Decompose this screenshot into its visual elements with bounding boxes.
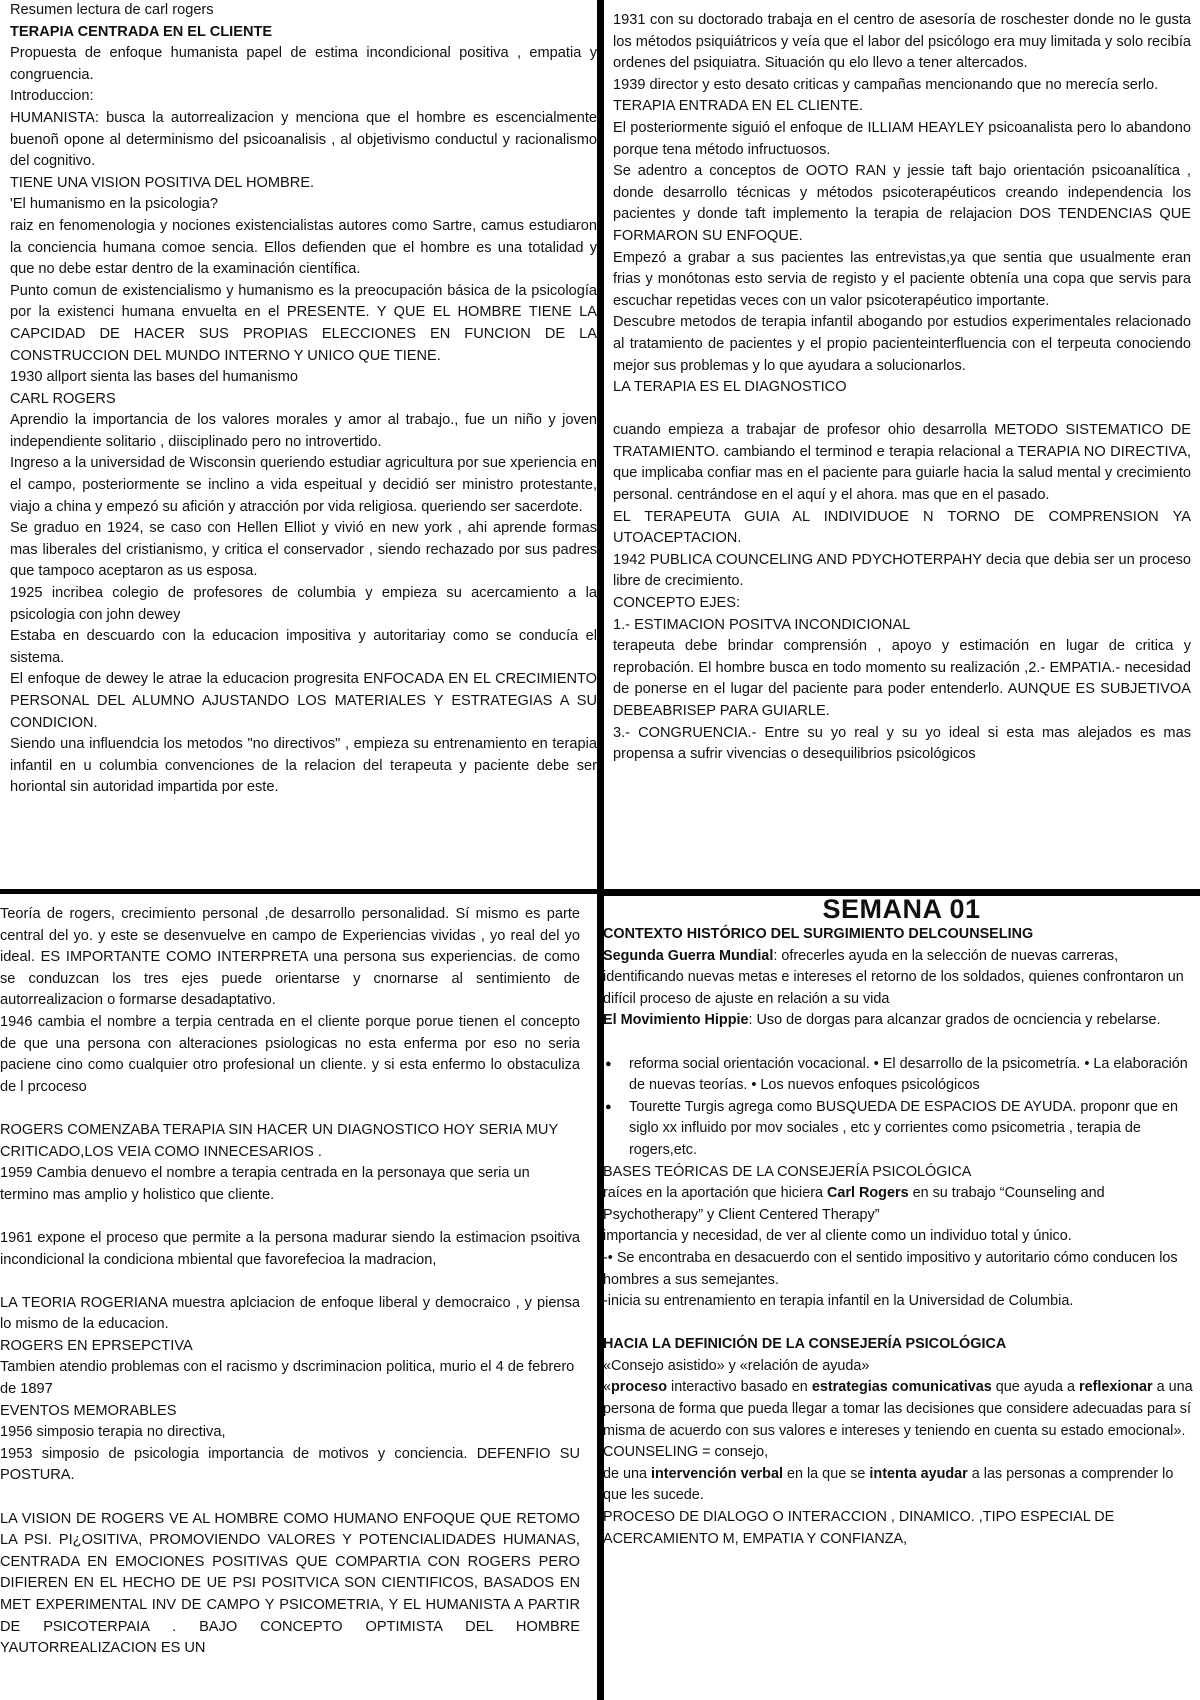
blank-line [603, 1313, 1200, 1335]
blank-line [0, 1098, 580, 1120]
paragraph: 1946 cambia el nombre a terpia centrada en el cliente porque porue tienen el concepto de que una persona con alteraciones psiologicas no esta enferma por eso no seria paciene cino como cualquier otro profesional un cliente. y si esta enfermo lo obstaculiza de l prcoceso [0, 1013, 580, 1095]
paragraph-text: raíces en la aportación que hiciera [603, 1185, 827, 1202]
paragraph-text: de una [603, 1465, 652, 1482]
paragraph: Se adentro a conceptos de OOTO RAN y jessie taft bajo orientación psicoanalítica , donde desarrollo técnicas y métodos psicoterapéuticos creando independencia los pacientes y donde taft implemento la terapia de relajacion DOS TENDENCIAS QUE FORMARON SU ENFOQUE. [613, 163, 1191, 244]
blank-line [0, 1271, 580, 1293]
paragraph: cuando empieza a trabajar de profesor ohio desarrolla METODO SISTEMATICO DE TRATAMIENTO. cambiando el terminod e terapia relacional a TERAPIA NO DIRECTIVA, que implicaba confiar mas en el paciente para guiarle hacia la salud mental y crecimiento personal. centrándose en el aquí y el ahora. mas que en el pasado. [613, 422, 1191, 504]
paragraph: Aprendio la importancia de los valores morales y amor al trabajo., fue un niño y joven independiente solitario , diisciplinado pero no introvertido. [10, 412, 597, 450]
list-item: ● reforma social orientación vocacional. • El desarrollo de la psicometría. • La elaboración de nuevas teorías. • Los nuevos enfoques psicológicos [629, 1054, 1200, 1097]
paragraph: 1959 Cambia denuevo el nombre a terapia centrada en la personaya que seria un termino mas amplio y holistico que cliente. [0, 1165, 530, 1203]
paragraph: CARL ROGERS [10, 390, 116, 407]
paragraph: 3.- CONGRUENCIA.- Entre su yo real y su yo ideal si esta mas alejados es mas propensa a sufrir vivencias o desequilibrios psicológicos [613, 724, 1191, 763]
paragraph: El enfoque de dewey le atrae la educacion progresita ENFOCADA EN EL CRECIMIENTO PERSONAL DEL ALUMNO AJUSTANDO LOS MATERIALES Y ESTRATEGIAS A SU CONDICION. [10, 671, 597, 731]
paragraph-text: que ayuda a [991, 1379, 1079, 1396]
paragraph-text: a una persona de forma que pueda llegar a tomar las decisiones que considere adecuadas para sí misma de acuerdo con sus valores e intereses y teniendo en cuenta su estado emocional». [603, 1379, 1193, 1439]
bullet-list [603, 1054, 1200, 1162]
paragraph: LA TERAPIA ES EL DIAGNOSTICO [613, 379, 847, 396]
bold-label: estrategias comunicativas [811, 1379, 992, 1396]
paragraph [603, 1183, 1200, 1226]
paragraph: Empezó a grabar a sus pacientes las entrevistas,ya que sentia que usualmente eran frias y monótonas esto servia de registo y el paciente obtenía una copa que servis para escuchar repetidas veces con un valor psicoterapéutico importante. [613, 249, 1191, 309]
bold-label: El Movimiento Hippie [603, 1012, 749, 1029]
paragraph: COUNSELING = consejo, [603, 1444, 769, 1461]
paragraph: 1956 simposio terapia no directiva, [0, 1424, 226, 1441]
paragraph: 1931 con su doctorado trabaja en el centro de asesoría de roschester donde no le gusta los métodos psiquiátricos y veía que el labor del psicólogo era muy limitada y solo recibía ordenes del psiquiatra. Situación qu elo llevo a tener altercados. [613, 12, 1191, 72]
paragraph: ROGERS COMENZABA TERAPIA SIN HACER UN DIAGNOSTICO HOY SERIA MUY CRITICADO,LOS VEIA COMO INNECESARIOS . [0, 1121, 558, 1160]
paragraph-text: a las personas a comprender lo que les sucede. [603, 1465, 1174, 1504]
blank-line [0, 1487, 580, 1509]
paragraph: 'El humanismo en la psicologia? [10, 196, 219, 213]
paragraph: Propuesta de enfoque humanista papel de estima incondicional positiva , empatia y congruencia. [10, 45, 597, 83]
paragraph: Tambien atendio problemas con el racismo y dscriminacion politica, murio el 4 de febrero de 1897 [0, 1359, 575, 1398]
paragraph: CONCEPTO EJES: [613, 595, 741, 612]
paragraph: Estaba en descuardo con la educacion impositiva y autoritariay como se conducía el sistema. [10, 628, 597, 666]
paragraph: ROGERS EN EPRSEPCTIVA [0, 1337, 193, 1354]
paragraph: 1942 PUBLICA COUNCELING AND PDYCHOTERPAHY decia que debia ser un proceso libre de crecimiento. [613, 551, 1191, 590]
paragraph [603, 1010, 1200, 1032]
notes-page-top-right [613, 10, 1191, 888]
bold-label: proceso [611, 1379, 667, 1396]
section-heading: HACIA LA DEFINICIÓN DE LA CONSEJERÍA PSICOLÓGICA [603, 1336, 1007, 1353]
paragraph: Siendo una influendcia los metodos "no directivos" , empieza su entrenamiento en terapia infantil en u columbia convenciones de la relacion del terapeuta y paciente debe ser horiontal sin autoridad impartida por este. [10, 736, 597, 796]
horizontal-divider-right [597, 889, 1200, 896]
paragraph: 1925 incribea colegio de profesores de columbia y empieza su acercamiento a la psicologia con john dewey [10, 585, 597, 623]
week-title: SEMANA 01 [822, 896, 981, 924]
section-heading: BASES TEÓRICAS DE LA CONSEJERÍA PSICOLÓGICA [603, 1163, 972, 1180]
paragraph [603, 1377, 1200, 1442]
paragraph [603, 1464, 1200, 1507]
horizontal-divider-left [0, 889, 597, 894]
bold-label: Segunda Guerra Mundial [603, 947, 774, 964]
section-heading: TERAPIA CENTRADA EN EL CLIENTE [10, 23, 273, 40]
paragraph: Teoría de rogers, crecimiento personal ,de desarrollo personalidad. Sí mismo es parte central del yo. y este se desenvuelve en campo de Experiencias vividas , yo real del yo ideal. ES IMPORTANTE COMO INTERPRETA una persona sus experiencias. de como se conduzcan los tres ejes puede orientarse y cnornarse al sentimiento de autorrealizacion o formarse desadaptativo. [0, 906, 580, 1009]
notes-page-bottom-right [603, 896, 1200, 1700]
paragraph [603, 946, 1200, 1011]
doc-title: Resumen lectura de carl rogers [10, 2, 214, 18]
paragraph: Punto comun de existencialismo y humanismo es la preocupación básica de la psicología por la existenci humana envuelta en el PRESENTE. Y QUE EL HOMBRE TIENE LA CAPCIDAD DE HACER SUS PROPIAS ELECCIONES EN FUNCION DE LA CONSTRUCCION DEL MUNDO INTERNO Y UNICO QUE TIENE. [10, 282, 597, 364]
paragraph: -• Se encontraba en desacuerdo con el sentido impositivo y autoritario cómo conducen los hombres a sus semejantes. [603, 1249, 1178, 1288]
paragraph-text: en la que se [782, 1465, 870, 1482]
notes-page-bottom-left [0, 904, 580, 1700]
paragraph: TIENE UNA VISION POSITIVA DEL HOMBRE. [10, 174, 315, 191]
paragraph: Introduccion: [10, 88, 94, 105]
paragraph: EVENTOS MEMORABLES [0, 1402, 177, 1419]
paragraph: 1961 expone el proceso que permite a la persona madurar siendo la estimacion psoitiva incondicional la condiciona mbiental que favorefecioa la madracion, [0, 1229, 580, 1268]
paragraph: TERAPIA ENTRADA EN EL CLIENTE. [613, 98, 864, 115]
bold-label: intervención verbal [651, 1465, 783, 1482]
paragraph: PROCESO DE DIALOGO O INTERACCION , DINAMICO. ,TIPO ESPECIAL DE ACERCAMIENTO M, EMPATIA Y CONFIANZA, [603, 1509, 1115, 1547]
blank-line [603, 1032, 1200, 1054]
paragraph: EL TERAPEUTA GUIA AL INDIVIDUOE N TORNO DE COMPRENSION YA UTOACEPTACION. [613, 508, 1191, 547]
bold-label: intenta ayudar [869, 1465, 968, 1482]
paragraph-text: « [603, 1379, 612, 1396]
blank-line [0, 1206, 580, 1228]
paragraph: Descubre metodos de terapia infantil abogando por estudios experimentales relacionado al tratamiento de pacientes y el propio pacienteinterfluencia con el terpeuta conociendo mejor sus problemas y lo que ayudara a solucionarlos. [613, 314, 1191, 374]
paragraph-text: : Uso de dorgas para alcanzar grados de ocnciencia y rebelarse. [748, 1012, 1161, 1029]
paragraph: HUMANISTA: busca la autorrealizacion y menciona que el hombre es escencialmente buenoñ opone al determinismo del psicoanalisis , al objetivismo conductul y racionalismo del cognitivo. [10, 109, 597, 170]
paragraph-text: en su trabajo “Counseling and Psychotherapy” y Client Centered Therapy” [603, 1185, 1105, 1223]
paragraph: 1.- ESTIMACION POSITVA INCONDICIONAL [613, 616, 911, 633]
bold-label: reflexionar [1079, 1379, 1153, 1396]
paragraph: raiz en fenomenologia y nociones existencialistas autores como Sartre, camus estudiaron la conciencia humana comoe sencia. Ellos defienden que el hombre es una totalidad y que no debe estar dentro de la examinación científica. [10, 217, 597, 278]
paragraph: 1930 allport sienta las bases del humanismo [10, 369, 298, 386]
notes-page-top-left [10, 0, 597, 888]
paragraph-text: interactivo basado en [667, 1379, 812, 1396]
paragraph: El posteriormente siguió el enfoque de ILLIAM HEAYLEY psicoanalista pero lo abandono porque tena método infructuosos. [613, 119, 1191, 158]
paragraph: 1939 director y esto desato criticas y campañas mencionando que no merecía serlo. [613, 76, 1159, 93]
section-heading: CONTEXTO HISTÓRICO DEL SURGIMIENTO DELCOUNSELING [603, 926, 1034, 942]
blank-line [613, 399, 1191, 421]
paragraph: importancia y necesidad, de ver al cliente como un individuo total y único. [603, 1228, 1072, 1245]
paragraph: Ingreso a la universidad de Wisconsin queriendo estudiar agricultura por sue xperiencia en el campo, posteriormente se inclino a vida espeitual y decidió ser ministro protestante, viajo a china y empezó su afición y atracción por vida religiosa. queriendo ser sacerdote. [10, 455, 597, 515]
paragraph: 1953 simposio de psicologia importancia de motivos y conciencia. DEFENFIO SU POSTURA. [0, 1445, 580, 1484]
paragraph: LA VISION DE ROGERS VE AL HOMBRE COMO HUMANO ENFOQUE QUE RETOMO LA PSI. PI¿OSITIVA, PROMOVIENDO VALORES Y POTENCIALIDADES HUMANAS, CENTRADA EN EMOCIONES POSITIVAS QUE COMPARTIA CON ROGERS PERO DIFIEREN EN EL HECHO DE UE PSI POSITVICA SON CIENTIFICOS, BASADOS EN MET EXPERIMENTAL INV DE CAMPO Y PSICOMETRIA, Y EL HUMANISTA A PARTIR DE PSICOTERPAIA . BAJO CONCEPTO OPTIMISTA DEL HOMBRE YAUTORREALIZACION ES UN [0, 1510, 580, 1657]
paragraph: «Consejo asistido» y «relación de ayuda» [603, 1357, 870, 1374]
bold-label: Carl Rogers [827, 1185, 909, 1202]
paragraph: terapeuta debe brindar comprensión , apoyo y estimación en lugar de critica y reprobación. El hombre busca en todo momento su realización ,2.- EMPATIA.- necesidad de ponerse en el lugar del paciente para poder entenderlo. AUNQUE ES SUBJETIVOA DEBEABRISEP PARA GUIARLE. [613, 638, 1191, 719]
list-item: ● Tourette Turgis agrega como BUSQUEDA DE ESPACIOS DE AYUDA. proponr que en siglo xx influido por mov sociales , etc y corrientes como psicometria , terapia de rogers,etc. [629, 1097, 1200, 1162]
paragraph: -inicia su entrenamiento en terapia infantil en la Universidad de Columbia. [603, 1293, 1074, 1310]
paragraph: Se graduo en 1924, se caso con Hellen Elliot y vivió en new york , ahi aprende formas mas liberales del cristianismo, y critica el conservador , siendo rechazado por sus padres que tampoco aceptaron as us esposa. [10, 520, 597, 580]
paragraph: LA TEORIA ROGERIANA muestra aplciacion de enfoque liberal y democraico , y piensa lo mismo de la educacion. [0, 1294, 580, 1333]
paragraph-text: : ofrecerles ayuda en la selección de nuevas carreras, identificando nuevas metas e intereses el retorno de los soldados, quienes confrontaron un difícil proceso de ajuste en relación a su vida [603, 947, 1184, 1007]
